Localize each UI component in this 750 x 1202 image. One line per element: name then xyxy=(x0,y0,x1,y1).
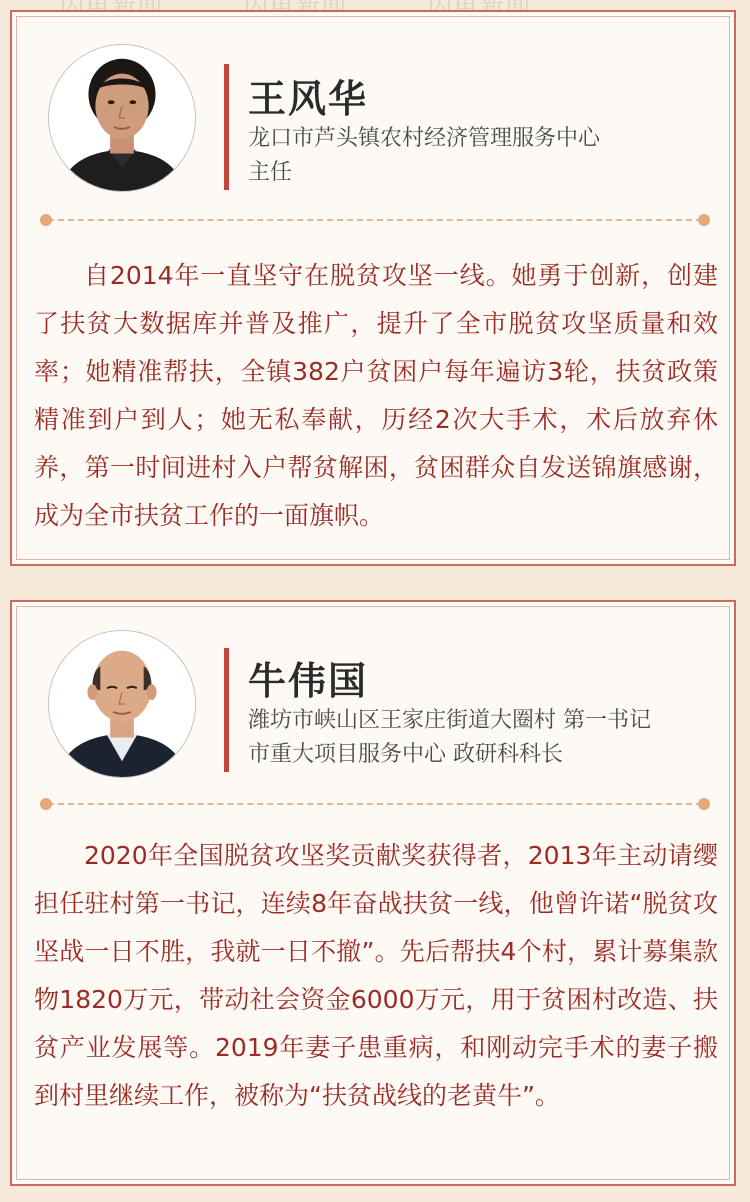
avatar xyxy=(48,630,196,778)
person-title xyxy=(248,704,651,772)
person-title-line: 潍坊市峡山区王家庄街道大圈村 第一书记 xyxy=(248,708,651,733)
person-name: 王风华 xyxy=(248,77,369,121)
divider-line xyxy=(48,219,702,221)
dashed-divider xyxy=(40,214,710,226)
person-title xyxy=(248,122,600,190)
person-name: 牛伟国 xyxy=(248,659,369,703)
person-title-line: 龙口市芦头镇农村经济管理服务中心 xyxy=(248,126,601,151)
divider-dot xyxy=(698,798,710,810)
dashed-divider xyxy=(40,798,710,810)
profile-card xyxy=(10,10,736,566)
accent-bar xyxy=(224,648,229,772)
divider-dot xyxy=(698,214,710,226)
divider-dot xyxy=(40,214,52,226)
person-bio: 自2014年一直坚守在脱贫攻坚一线。她勇于创新，创建了扶贫大数据库并普及推广，提升了全市脱贫攻坚质量和效率；她精准帮扶，全镇382户贫困户每年遍访3轮，扶贫政策精准到户到人；她无私奉献，历经2次大手术，术后放弃休养，第一时间进村入户帮贫解困，贫困群众自发送锦旗感谢，成为全市扶贫工作的一面旗帜。 xyxy=(34,261,718,530)
person-photo-icon xyxy=(49,45,195,191)
person-photo-icon xyxy=(49,631,195,777)
divider-line xyxy=(48,803,702,805)
person-title-line: 市重大项目服务中心 政研科科长 xyxy=(248,742,563,767)
divider-dot xyxy=(40,798,52,810)
person-title-line: 主任 xyxy=(248,160,293,185)
profile-card xyxy=(10,600,736,1186)
person-bio: 2020年全国脱贫攻坚奖贡献奖获得者，2013年主动请缨担任驻村第一书记，连续8年奋战扶贫一线，他曾许诺“脱贫攻坚战一日不胜，我就一日不撤”。先后帮扶4个村，累计募集款物1820万元，带动社会资金6000万元，用于贫困村改造、扶贫产业发展等。2019年妻子患重病，和刚动完手术的妻子搬到村里继续工作，被称为“扶贫战线的老黄牛”。 xyxy=(34,841,718,1110)
accent-bar xyxy=(224,64,229,190)
avatar xyxy=(48,44,196,192)
